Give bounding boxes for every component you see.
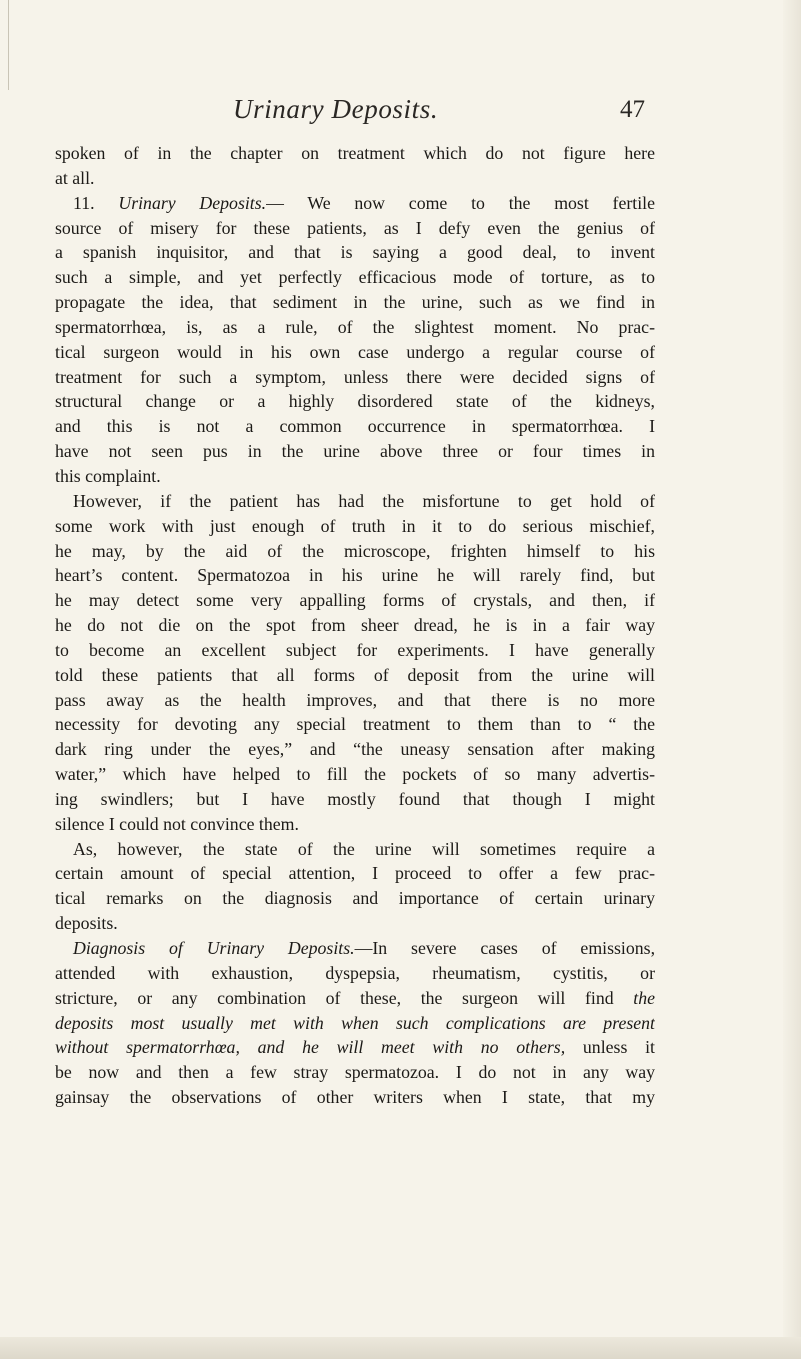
page-number: 47 [620, 96, 645, 123]
text-fragment: unless it [582, 1037, 655, 1058]
italic-fragment: the [633, 987, 655, 1008]
text-line: told these patients that all forms of deposit from the urine will [55, 664, 655, 685]
italic-fragment: deposits most usually met with when such complications are present [55, 1012, 655, 1033]
text-line: he may detect some very appalling forms of crystals, and then, if [55, 590, 655, 611]
text-line: to become an excellent subject for experiments. I have generally [55, 639, 655, 660]
italic-fragment: without spermatorrhœa, and he will meet with no others, [55, 1037, 566, 1058]
text-line: tical remarks on the diagnosis and importance of certain urinary [55, 888, 655, 909]
text-line: necessity for devoting any special treatment to them than to “ the [55, 714, 655, 735]
text-line: source of misery for these patients, as I defy even the genius of [55, 217, 655, 238]
section-number: 11. [73, 192, 119, 213]
text-line: spermatorrhœa, is, as a rule, of the slightest moment. No prac- [55, 316, 655, 337]
text-line [55, 1035, 655, 1060]
text-line: heart’s content. Spermatozoa in his urine he will rarely find, but [55, 565, 655, 586]
text-line: water,” which have helped to fill the pockets of so many advertis- [55, 764, 655, 785]
text-line: at all. [55, 167, 95, 188]
text-line [55, 1011, 655, 1036]
text-line: However, if the patient has had the misfortune to get hold of [73, 490, 655, 511]
subsection-title: Diagnosis of Urinary Deposits. [73, 938, 355, 958]
text-line: attended with exhaustion, dyspepsia, rheumatism, cystitis, or [55, 962, 655, 983]
text-line: he do not die on the spot from sheer dread, he is in a fair way [55, 615, 655, 636]
body-text [55, 141, 655, 1110]
text-line: and this is not a common occurrence in spermatorrhœa. I [55, 416, 655, 437]
text-line: some work with just enough of truth in it to do serious mischief, [55, 515, 655, 536]
page-bottom-edge [0, 1337, 801, 1359]
section-title: Urinary Deposits. [118, 192, 267, 213]
text-line: be now and then a few stray spermatozoa. I do not in any way [55, 1062, 655, 1083]
text-fragment: — We now come to the most fertile [266, 192, 655, 213]
running-title: Urinary Deposits. [233, 94, 439, 124]
running-header [0, 94, 801, 134]
text-line: As, however, the state of the urine will sometimes require a [73, 838, 655, 859]
section-heading-line [55, 191, 655, 216]
text-fragment: stricture, or any combination of these, the surgeon will find [55, 987, 614, 1008]
subsection-heading-line [55, 936, 655, 961]
text-line: certain amount of special attention, I proceed to offer a few prac- [55, 863, 655, 884]
text-line: deposits. [55, 913, 118, 934]
text-line: a spanish inquisitor, and that is saying a good deal, to invent [55, 242, 655, 263]
text-line: he may, by the aid of the microscope, frighten himself to his [55, 540, 655, 561]
text-line: spoken of in the chapter on treatment which do not figure here [55, 143, 655, 163]
text-line: pass away as the health improves, and that there is no more [55, 689, 655, 710]
text-line: such a simple, and yet perfectly efficacious mode of torture, as to [55, 267, 655, 288]
text-line: gainsay the observations of other writers when I state, that my [55, 1087, 655, 1108]
text-line: tical surgeon would in his own case undergo a regular course of [55, 341, 655, 362]
text-line [55, 986, 655, 1011]
page-binding-line [8, 0, 9, 90]
text-fragment: —In severe cases of emissions, [354, 938, 655, 958]
text-line: structural change or a highly disordered state of the kidneys, [55, 391, 655, 412]
text-line: propagate the idea, that sediment in the urine, such as we find in [55, 292, 655, 313]
text-line: ing swindlers; but I have mostly found that though I might [55, 788, 655, 809]
text-line: silence I could not convince them. [55, 813, 299, 834]
text-line: this complaint. [55, 465, 161, 486]
text-line: dark ring under the eyes,” and “the uneasy sensation after making [55, 739, 655, 760]
text-line: treatment for such a symptom, unless there were decided signs of [55, 366, 655, 387]
page-edge [783, 0, 801, 1359]
text-line: have not seen pus in the urine above three or four times in [55, 441, 655, 462]
